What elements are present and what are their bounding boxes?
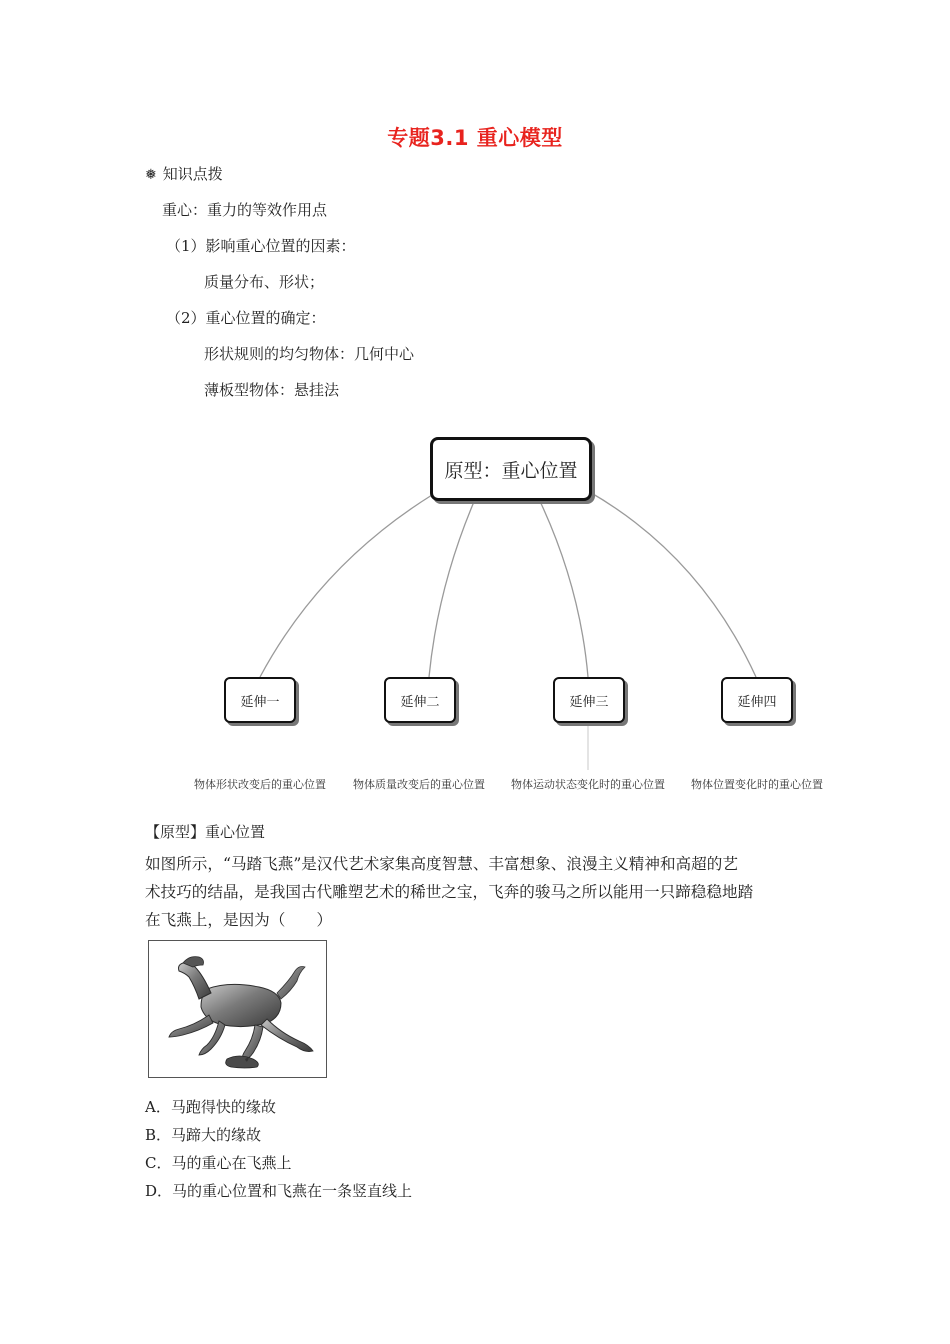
- child-node-4: 延伸四: [721, 677, 793, 723]
- question-line-3: 在飞燕上，是因为（ ）: [145, 911, 333, 929]
- option-d: D．马的重心位置和飞燕在一条竖直线上: [145, 1182, 413, 1200]
- option-c: C．马的重心在飞燕上: [145, 1154, 292, 1172]
- mindmap-diagram: [180, 425, 840, 805]
- item-2-heading: （2）重心位置的确定：: [166, 309, 326, 327]
- child-caption-2: 物体质量改变后的重心位置: [353, 778, 485, 791]
- child-caption-1: 物体形状改变后的重心位置: [194, 778, 326, 791]
- child-node-2: 延伸二: [384, 677, 456, 723]
- root-node: 原型：重心位置: [430, 437, 592, 501]
- section-heading: [145, 163, 223, 184]
- page-title: 专题3.1 重心模型: [387, 126, 563, 150]
- child-caption-3: 物体运动状态变化时的重心位置: [511, 778, 665, 791]
- section-label: 知识点拨: [162, 165, 223, 183]
- child-node-1: 延伸一: [224, 677, 296, 723]
- item-2-detail-regular: 形状规则的均匀物体：几何中心: [204, 345, 415, 363]
- question-line-1: 如图所示，“马踏飞燕”是汉代艺术家集高度智慧、丰富想象、浪漫主义精神和高超的艺: [145, 855, 738, 873]
- galloping-horse-photo: [148, 940, 327, 1078]
- item-1-heading: （1）影响重心位置的因素：: [166, 237, 356, 255]
- option-b: B．马蹄大的缘故: [145, 1126, 262, 1144]
- child-node-3: 延伸三: [553, 677, 625, 723]
- snowflake-bullet-icon: ❅: [145, 167, 157, 183]
- horse-bronze-illustration: [149, 941, 326, 1077]
- connector-1: [260, 495, 432, 677]
- question-line-2: 术技巧的结晶，是我国古代雕塑艺术的稀世之宝，飞奔的骏马之所以能用一只蹄稳稳地踏: [145, 883, 754, 901]
- connector-2: [429, 497, 476, 677]
- item-1-detail: 质量分布、形状；: [204, 273, 325, 291]
- item-2-detail-plate: 薄板型物体：悬挂法: [204, 381, 340, 399]
- connector-3: [538, 497, 588, 677]
- connector-4: [588, 491, 756, 677]
- question-heading: 【原型】重心位置: [145, 823, 266, 841]
- child-caption-4: 物体位置变化时的重心位置: [691, 778, 823, 791]
- option-a: A．马跑得快的缘故: [145, 1098, 276, 1116]
- definition-line: 重心：重力的等效作用点: [162, 201, 328, 219]
